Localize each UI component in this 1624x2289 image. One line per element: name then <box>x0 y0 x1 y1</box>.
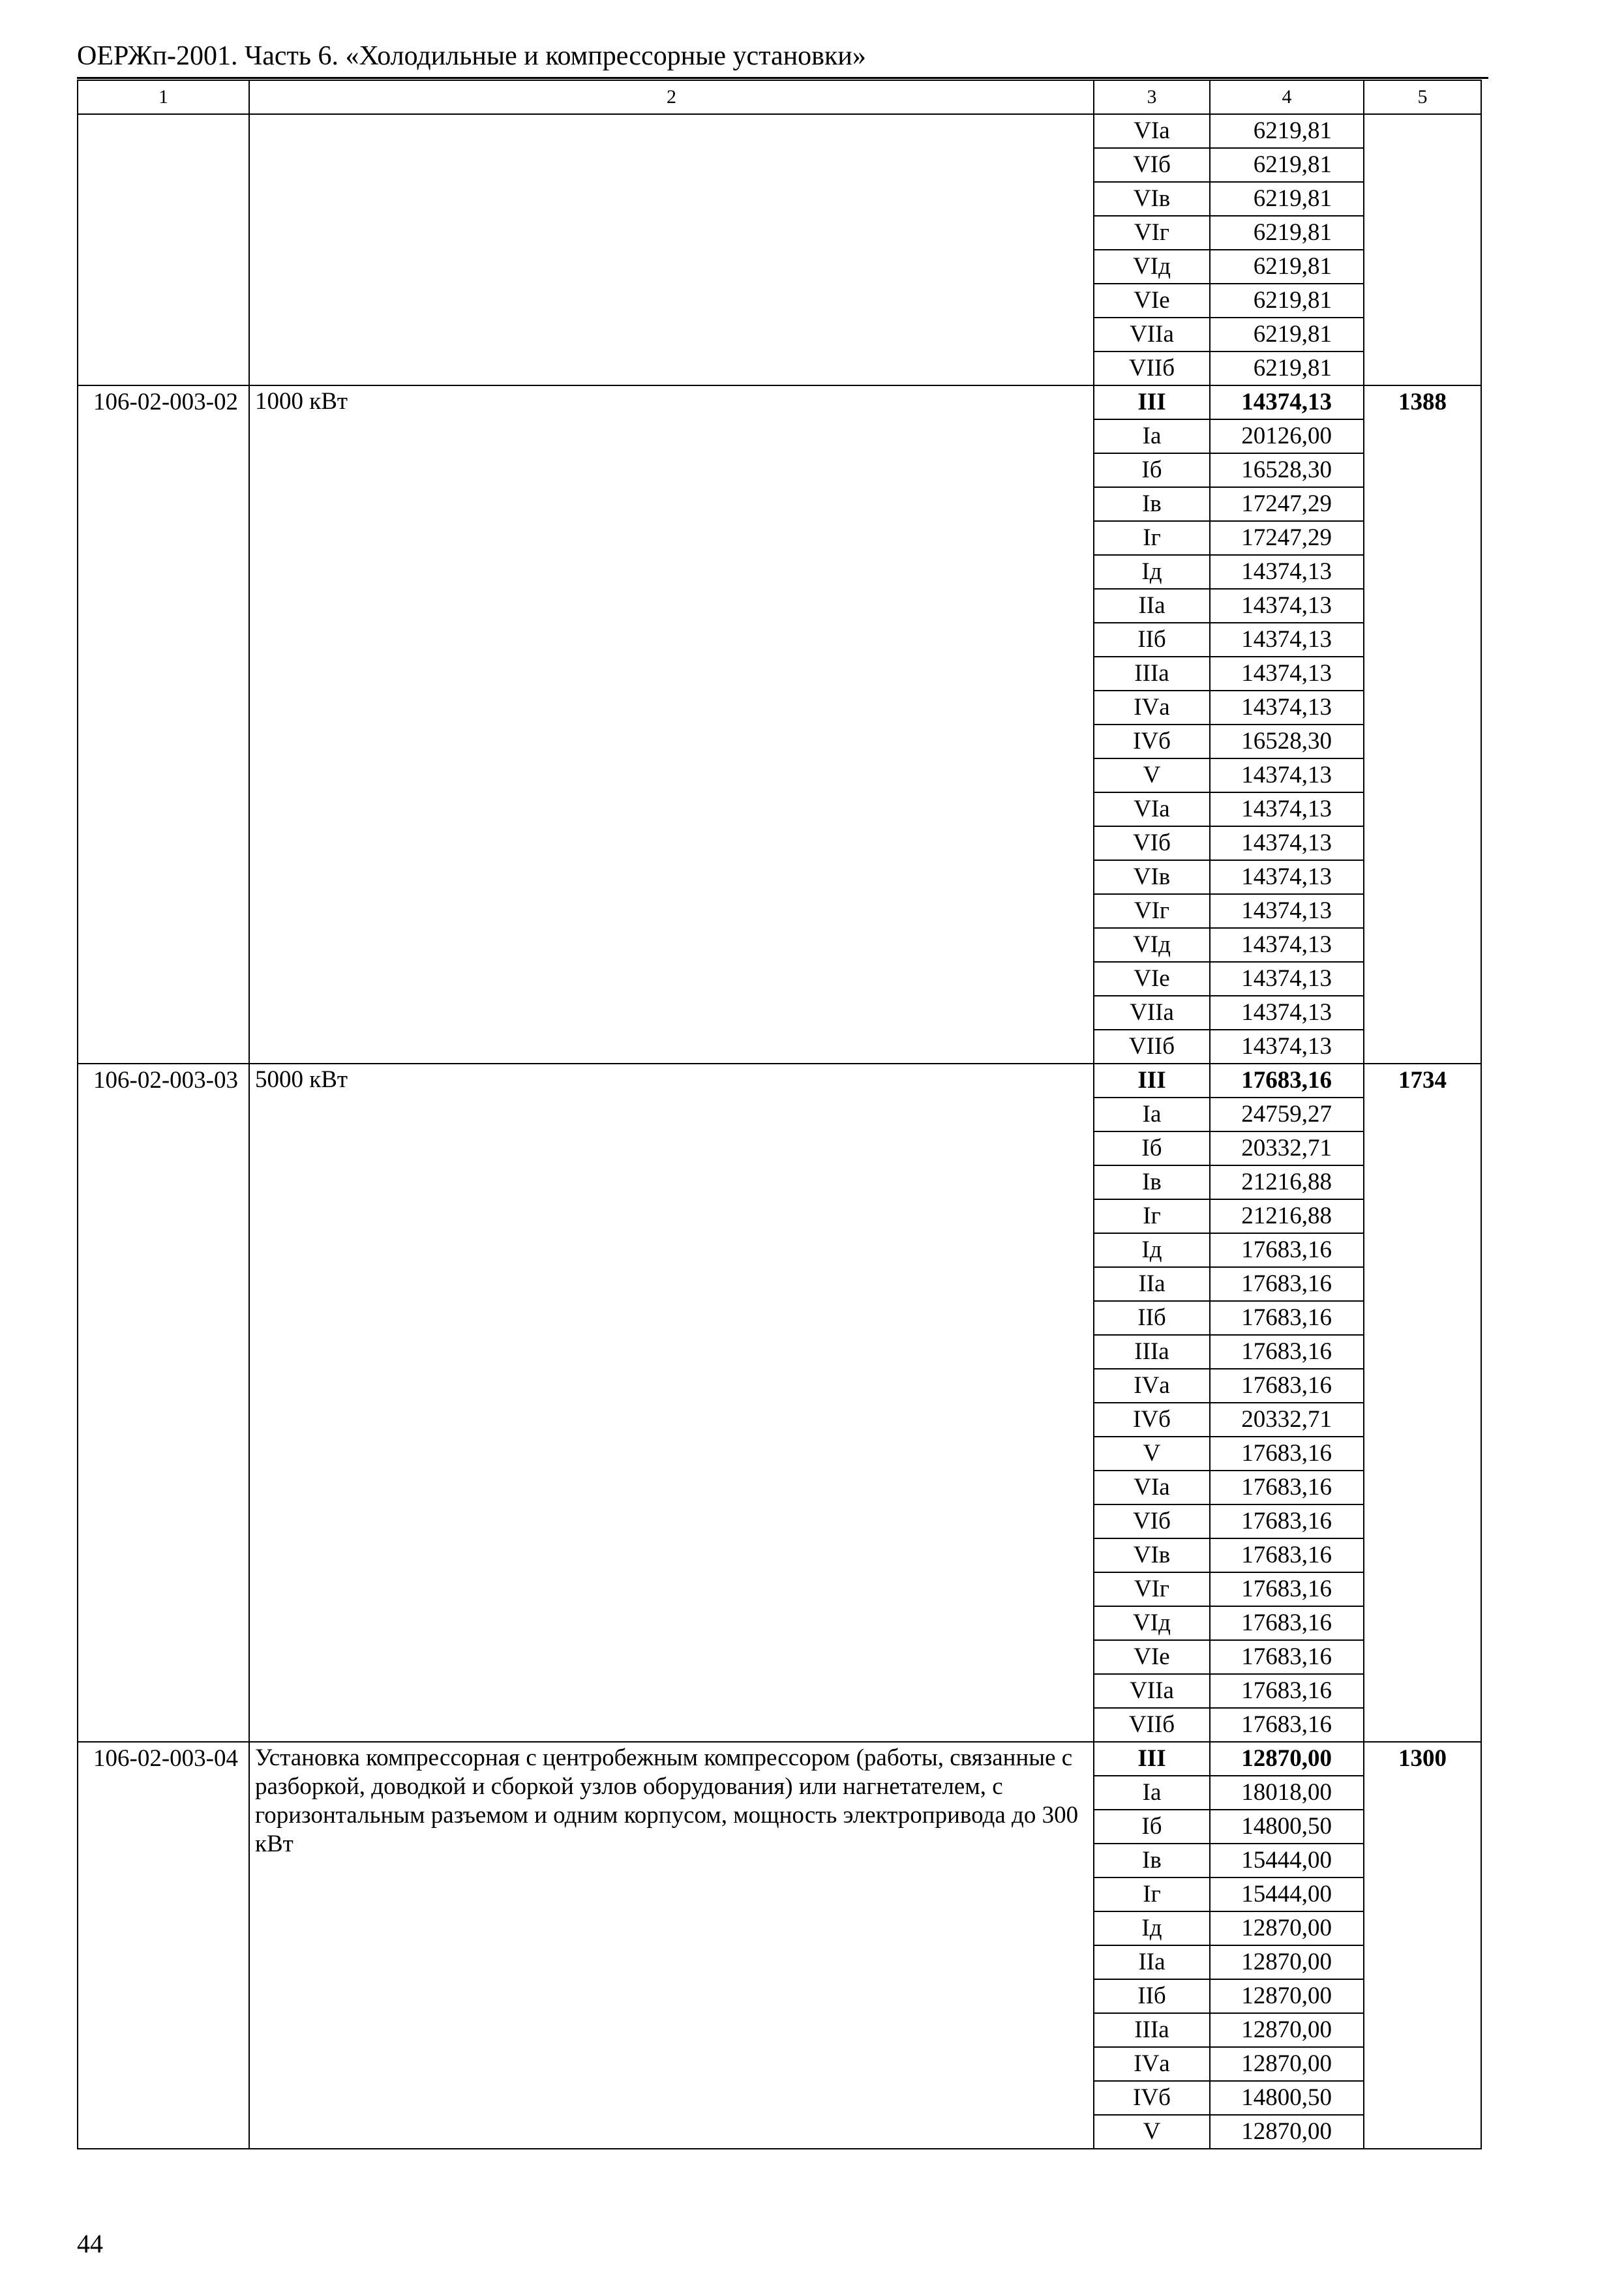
price-cell: 17683,16 <box>1210 1504 1364 1538</box>
category-cell: IIб <box>1094 623 1210 657</box>
category-cell: III <box>1094 385 1210 419</box>
category-cell: IIб <box>1094 1979 1210 2013</box>
category-cell: VIIа <box>1094 318 1210 352</box>
category-cell: Iа <box>1094 1776 1210 1810</box>
rate-description: Установка компрессорная с центробежным компрессором (работы, связанные с разборкой, доводкой и сборкой узлов оборудования) или нагнетателем, с горизонтальным разъемом и одним корпусом, мощность электропривода до 300 кВт <box>249 1742 1094 2149</box>
category-cell: IVб <box>1094 2081 1210 2115</box>
price-cell: 14800,50 <box>1210 2081 1364 2115</box>
category-cell: VIIа <box>1094 1674 1210 1708</box>
price-cell: 17683,16 <box>1210 1674 1364 1708</box>
page-header <box>77 38 1488 79</box>
category-cell: VIв <box>1094 182 1210 216</box>
price-cell: 14800,50 <box>1210 1810 1364 1844</box>
price-cell: 12870,00 <box>1210 1945 1364 1979</box>
price-cell: 17683,16 <box>1210 1572 1364 1606</box>
category-cell: VIIб <box>1094 352 1210 385</box>
price-cell: 17683,16 <box>1210 1538 1364 1572</box>
category-cell: IIб <box>1094 1301 1210 1335</box>
price-cell: 17683,16 <box>1210 1335 1364 1369</box>
price-cell: 17683,16 <box>1210 1369 1364 1403</box>
category-cell: Iд <box>1094 1911 1210 1945</box>
price-cell: 14374,13 <box>1210 657 1364 691</box>
column-number: 4 <box>1210 80 1364 114</box>
category-cell: VIе <box>1094 1640 1210 1674</box>
category-cell: III <box>1094 1064 1210 1098</box>
category-cell: VIб <box>1094 826 1210 860</box>
price-cell: 17683,16 <box>1210 1471 1364 1504</box>
price-cell: 15444,00 <box>1210 1844 1364 1878</box>
category-cell: IIа <box>1094 1945 1210 1979</box>
price-cell: 12870,00 <box>1210 1979 1364 2013</box>
category-cell: VIIб <box>1094 1030 1210 1064</box>
category-cell: IVа <box>1094 1369 1210 1403</box>
category-cell: Iб <box>1094 1810 1210 1844</box>
category-cell: VIб <box>1094 148 1210 182</box>
category-cell: Iв <box>1094 1165 1210 1199</box>
category-cell: VIа <box>1094 1471 1210 1504</box>
price-cell: 14374,13 <box>1210 928 1364 962</box>
rates-table <box>77 80 1482 2149</box>
price-cell: 14374,13 <box>1210 894 1364 928</box>
category-cell: Iа <box>1094 419 1210 453</box>
category-cell: Iб <box>1094 453 1210 487</box>
category-cell: VIб <box>1094 1504 1210 1538</box>
price-cell: 14374,13 <box>1210 860 1364 894</box>
category-cell: IVб <box>1094 725 1210 758</box>
column-number: 3 <box>1094 80 1210 114</box>
rate-description <box>249 114 1094 385</box>
price-cell: 14374,13 <box>1210 589 1364 623</box>
price-cell: 6219,81 <box>1210 250 1364 284</box>
rate-description: 1000 кВт <box>249 385 1094 1064</box>
rate-description: 5000 кВт <box>249 1064 1094 1742</box>
price-cell: 6219,81 <box>1210 148 1364 182</box>
header-rule <box>77 77 1488 79</box>
price-cell: 12870,00 <box>1210 2047 1364 2081</box>
table-row <box>78 385 1481 419</box>
price-cell: 14374,13 <box>1210 1030 1364 1064</box>
category-cell: VIа <box>1094 114 1210 148</box>
category-cell: IIа <box>1094 589 1210 623</box>
category-cell: Iг <box>1094 521 1210 555</box>
rate-code: 106-02-003-03 <box>78 1064 249 1742</box>
price-cell: 14374,13 <box>1210 385 1364 419</box>
price-cell: 17247,29 <box>1210 521 1364 555</box>
category-cell: VIд <box>1094 250 1210 284</box>
price-cell: 17683,16 <box>1210 1640 1364 1674</box>
category-cell: VIа <box>1094 792 1210 826</box>
price-cell: 14374,13 <box>1210 826 1364 860</box>
price-cell: 14374,13 <box>1210 758 1364 792</box>
price-cell: 24759,27 <box>1210 1098 1364 1131</box>
category-cell: IVб <box>1094 1403 1210 1437</box>
price-cell: 17683,16 <box>1210 1267 1364 1301</box>
price-cell: 14374,13 <box>1210 623 1364 657</box>
category-cell: Iа <box>1094 1098 1210 1131</box>
price-cell: 12870,00 <box>1210 2115 1364 2149</box>
column-number: 5 <box>1364 80 1481 114</box>
category-cell: V <box>1094 1437 1210 1471</box>
column-number-row <box>78 80 1481 114</box>
category-cell: Iг <box>1094 1878 1210 1911</box>
category-cell: V <box>1094 758 1210 792</box>
category-cell: IVа <box>1094 2047 1210 2081</box>
labor-norm <box>1364 114 1481 385</box>
labor-norm: 1388 <box>1364 385 1481 1064</box>
category-cell: Iв <box>1094 487 1210 521</box>
price-cell: 17683,16 <box>1210 1064 1364 1098</box>
category-cell: IIIа <box>1094 2013 1210 2047</box>
category-cell: VIг <box>1094 1572 1210 1606</box>
price-cell: 12870,00 <box>1210 2013 1364 2047</box>
category-cell: Iб <box>1094 1131 1210 1165</box>
category-cell: VIд <box>1094 1606 1210 1640</box>
price-cell: 12870,00 <box>1210 1742 1364 1776</box>
price-cell: 17683,16 <box>1210 1708 1364 1742</box>
rate-code: 106-02-003-02 <box>78 385 249 1064</box>
category-cell: IIIа <box>1094 657 1210 691</box>
rate-code: 106-02-003-04 <box>78 1742 249 2149</box>
price-cell: 12870,00 <box>1210 1911 1364 1945</box>
price-cell: 6219,81 <box>1210 318 1364 352</box>
price-cell: 16528,30 <box>1210 725 1364 758</box>
page-title: ОЕРЖп-2001. Часть 6. «Холодильные и компрессорные установки» <box>77 41 866 71</box>
category-cell: Iв <box>1094 1844 1210 1878</box>
price-cell: 6219,81 <box>1210 114 1364 148</box>
price-cell: 14374,13 <box>1210 691 1364 725</box>
labor-norm: 1734 <box>1364 1064 1481 1742</box>
table-row <box>78 114 1481 148</box>
price-cell: 18018,00 <box>1210 1776 1364 1810</box>
category-cell: VIIа <box>1094 996 1210 1030</box>
price-cell: 14374,13 <box>1210 555 1364 589</box>
price-cell: 6219,81 <box>1210 284 1364 318</box>
price-cell: 15444,00 <box>1210 1878 1364 1911</box>
price-cell: 20126,00 <box>1210 419 1364 453</box>
category-cell: VIIб <box>1094 1708 1210 1742</box>
price-cell: 17683,16 <box>1210 1437 1364 1471</box>
price-cell: 6219,81 <box>1210 352 1364 385</box>
price-cell: 14374,13 <box>1210 962 1364 996</box>
table-row <box>78 1064 1481 1098</box>
category-cell: IIIа <box>1094 1335 1210 1369</box>
column-number: 1 <box>78 80 249 114</box>
category-cell: VIе <box>1094 962 1210 996</box>
page-number: 44 <box>77 2229 103 2258</box>
rate-code <box>78 114 249 385</box>
price-cell: 17683,16 <box>1210 1233 1364 1267</box>
price-cell: 6219,81 <box>1210 182 1364 216</box>
category-cell: Iд <box>1094 1233 1210 1267</box>
category-cell: Iд <box>1094 555 1210 589</box>
category-cell: VIе <box>1094 284 1210 318</box>
category-cell: VIв <box>1094 860 1210 894</box>
price-cell: 20332,71 <box>1210 1131 1364 1165</box>
price-cell: 20332,71 <box>1210 1403 1364 1437</box>
price-cell: 17683,16 <box>1210 1301 1364 1335</box>
price-cell: 16528,30 <box>1210 453 1364 487</box>
category-cell: IIа <box>1094 1267 1210 1301</box>
category-cell: V <box>1094 2115 1210 2149</box>
category-cell: VIг <box>1094 894 1210 928</box>
price-cell: 14374,13 <box>1210 792 1364 826</box>
category-cell: VIв <box>1094 1538 1210 1572</box>
column-number: 2 <box>249 80 1094 114</box>
price-cell: 6219,81 <box>1210 216 1364 250</box>
price-cell: 17683,16 <box>1210 1606 1364 1640</box>
category-cell: Iг <box>1094 1199 1210 1233</box>
price-cell: 17247,29 <box>1210 487 1364 521</box>
table-row <box>78 1742 1481 1776</box>
price-cell: 21216,88 <box>1210 1199 1364 1233</box>
category-cell: VIг <box>1094 216 1210 250</box>
price-cell: 21216,88 <box>1210 1165 1364 1199</box>
labor-norm: 1300 <box>1364 1742 1481 2149</box>
category-cell: IVа <box>1094 691 1210 725</box>
category-cell: III <box>1094 1742 1210 1776</box>
category-cell: VIд <box>1094 928 1210 962</box>
price-cell: 14374,13 <box>1210 996 1364 1030</box>
